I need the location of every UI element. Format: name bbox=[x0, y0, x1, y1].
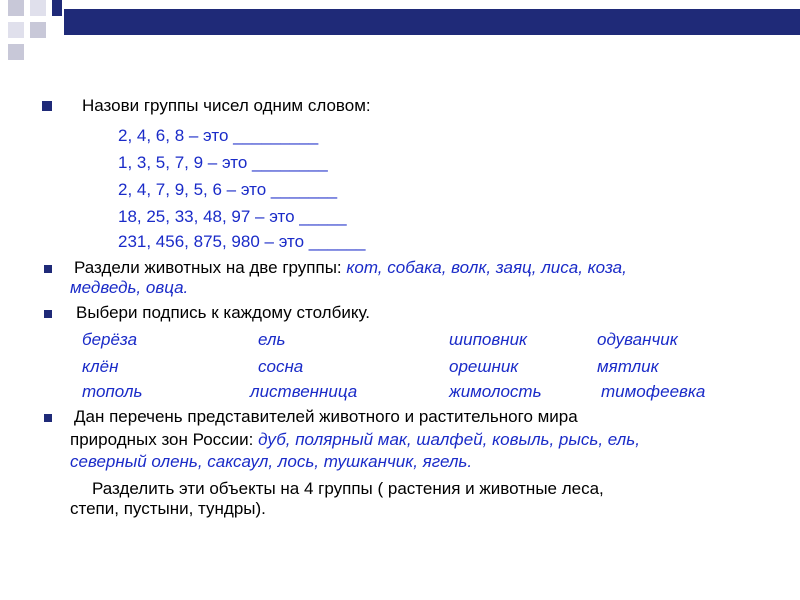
bullet-icon bbox=[42, 101, 52, 111]
decor-square bbox=[30, 22, 46, 38]
bullet-icon bbox=[44, 414, 52, 422]
plant-word: сосна bbox=[258, 357, 304, 376]
plant-word: ель bbox=[258, 330, 286, 349]
animal-list-cont: медведь, овца. bbox=[70, 278, 189, 297]
number-row: 2, 4, 6, 8 – это _________ bbox=[118, 126, 319, 145]
decor-square bbox=[30, 0, 46, 16]
plant-word: жимолость bbox=[449, 382, 542, 401]
plant-word: клён bbox=[82, 357, 119, 376]
decor-square bbox=[52, 0, 62, 16]
decor-square bbox=[8, 0, 24, 16]
plant-word: орешник bbox=[449, 357, 519, 376]
plant-word: мятлик bbox=[597, 357, 659, 376]
number-row: 1, 3, 5, 7, 9 – это ________ bbox=[118, 153, 328, 172]
plant-word: одуванчик bbox=[597, 330, 678, 349]
bullet-icon bbox=[44, 265, 52, 273]
number-row: 231, 456, 875, 980 – это ______ bbox=[118, 232, 366, 251]
item2-prefix: Раздели животных на две группы: bbox=[74, 258, 347, 277]
decor-square bbox=[8, 44, 24, 60]
species-list-cont: северный олень, саксаул, лось, тушканчик, ягель. bbox=[70, 452, 473, 471]
bullet-icon bbox=[44, 310, 52, 318]
item3-heading: Выбери подпись к каждому столбику. bbox=[76, 303, 370, 322]
task-line2: степи, пустыни, тундры). bbox=[70, 499, 266, 518]
task-line1: Разделить эти объекты на 4 группы ( растения и животные леса, bbox=[92, 479, 604, 498]
plant-word: тополь bbox=[82, 382, 143, 401]
species-list: дуб, полярный мак, шалфей, ковыль, рысь, ель, bbox=[258, 430, 640, 449]
header-bar bbox=[64, 9, 800, 35]
plant-word: лиственница bbox=[250, 382, 358, 401]
item4-line2 bbox=[70, 430, 640, 450]
item4-prefix: природных зон России: bbox=[70, 430, 259, 449]
item2-line1 bbox=[74, 258, 627, 278]
plant-word: тимофеевка bbox=[601, 382, 706, 401]
number-row: 2, 4, 7, 9, 5, 6 – это _______ bbox=[118, 180, 338, 199]
number-row: 18, 25, 33, 48, 97 – это _____ bbox=[118, 207, 347, 226]
plant-word: берёза bbox=[82, 330, 138, 349]
item4-line1: Дан перечень представителей животного и растительного мира bbox=[74, 407, 578, 426]
animal-list: кот, собака, волк, заяц, лиса, коза, bbox=[346, 258, 627, 277]
decor-square bbox=[8, 22, 24, 38]
plant-word: шиповник bbox=[449, 330, 528, 349]
item1-heading: Назови группы чисел одним словом: bbox=[82, 96, 371, 115]
